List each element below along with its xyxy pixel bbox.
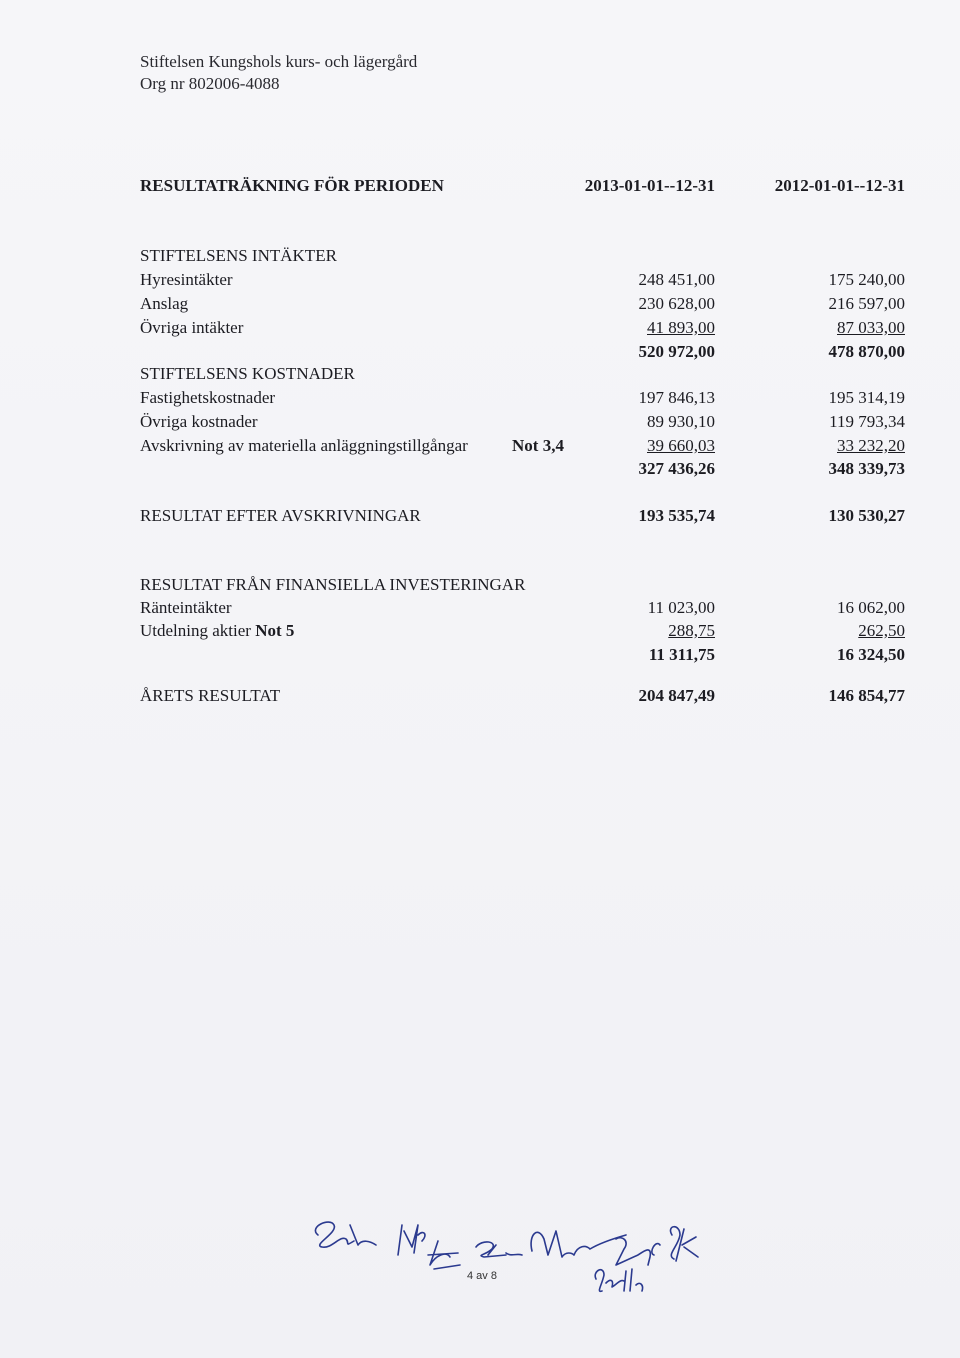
period-2013: 2013-01-01--12-31 bbox=[584, 176, 715, 195]
row-label: Ränteintäkter bbox=[140, 598, 232, 617]
statement-header bbox=[0, 176, 960, 200]
subtotal-row bbox=[0, 459, 960, 483]
heading-label: STIFTELSENS KOSTNADER bbox=[140, 364, 355, 383]
value-2012: 195 314,19 bbox=[828, 388, 905, 407]
table-row bbox=[0, 318, 960, 342]
value-2013: 39 660,03 bbox=[647, 436, 715, 455]
table-row bbox=[0, 436, 960, 460]
value-2012: 130 530,27 bbox=[828, 506, 905, 525]
subtotal-2012: 478 870,00 bbox=[828, 342, 905, 361]
value-2013: 89 930,10 bbox=[647, 412, 715, 431]
value-2012: 262,50 bbox=[858, 621, 905, 640]
row-label: Övriga intäkter bbox=[140, 318, 244, 337]
result-after-depreciation-row bbox=[0, 506, 960, 530]
subtotal-row bbox=[0, 645, 960, 669]
table-row bbox=[0, 621, 960, 645]
row-label: Övriga kostnader bbox=[140, 412, 258, 431]
subtotal-row bbox=[0, 342, 960, 366]
value-2013: 11 023,00 bbox=[647, 598, 715, 617]
page-number: 4 av 8 bbox=[467, 1270, 497, 1282]
row-label: ÅRETS RESULTAT bbox=[140, 686, 281, 705]
value-2012: 175 240,00 bbox=[828, 270, 905, 289]
section-heading-intakter bbox=[0, 246, 960, 270]
subtotal-2012: 16 324,50 bbox=[837, 645, 905, 664]
row-label bbox=[140, 621, 294, 641]
row-label: Fastighetskostnader bbox=[140, 388, 276, 407]
section-heading-kostnader bbox=[0, 364, 960, 388]
table-row bbox=[0, 412, 960, 436]
value-2012: 33 232,20 bbox=[837, 436, 905, 455]
value-2013: 288,75 bbox=[668, 621, 715, 640]
value-2012: 146 854,77 bbox=[828, 686, 905, 705]
annual-result-row bbox=[0, 686, 960, 710]
row-label: Avskrivning av materiella anläggningstillgångar bbox=[140, 436, 468, 455]
value-2013: 248 451,00 bbox=[638, 270, 715, 289]
note-reference: Not 5 bbox=[255, 621, 295, 640]
period-2012: 2012-01-01--12-31 bbox=[774, 176, 905, 195]
row-label: Anslag bbox=[140, 294, 189, 313]
value-2013: 230 628,00 bbox=[638, 294, 715, 313]
table-row bbox=[0, 270, 960, 294]
section-heading-finansiella bbox=[0, 575, 960, 599]
table-row bbox=[0, 598, 960, 622]
value-2013: 204 847,49 bbox=[638, 686, 715, 705]
value-2012: 87 033,00 bbox=[837, 318, 905, 337]
subtotal-2013: 11 311,75 bbox=[648, 645, 715, 664]
value-2012: 216 597,00 bbox=[828, 294, 905, 313]
subtotal-2013: 327 436,26 bbox=[638, 459, 715, 478]
subtotal-2013: 520 972,00 bbox=[638, 342, 715, 361]
value-2012: 16 062,00 bbox=[837, 598, 905, 617]
signatures-image bbox=[300, 1195, 720, 1305]
row-label: Hyresintäkter bbox=[140, 270, 233, 289]
org-number: Org nr 802006-4088 bbox=[140, 74, 280, 93]
org-name: Stiftelsen Kungshols kurs- och lägergård bbox=[140, 52, 418, 71]
value-2013: 197 846,13 bbox=[638, 388, 715, 407]
row-label: RESULTAT EFTER AVSKRIVNINGAR bbox=[140, 506, 421, 525]
row-label-text: Utdelning aktier bbox=[140, 621, 251, 640]
note-reference: Not 3,4 bbox=[512, 436, 564, 455]
value-2013: 193 535,74 bbox=[638, 506, 715, 525]
table-row bbox=[0, 294, 960, 318]
statement-title: RESULTATRÄKNING FÖR PERIODEN bbox=[140, 176, 444, 195]
heading-label: RESULTAT FRÅN FINANSIELLA INVESTERINGAR bbox=[140, 575, 526, 594]
subtotal-2012: 348 339,73 bbox=[828, 459, 905, 478]
table-row bbox=[0, 388, 960, 412]
value-2012: 119 793,34 bbox=[829, 412, 905, 431]
value-2013: 41 893,00 bbox=[647, 318, 715, 337]
heading-label: STIFTELSENS INTÄKTER bbox=[140, 246, 337, 265]
